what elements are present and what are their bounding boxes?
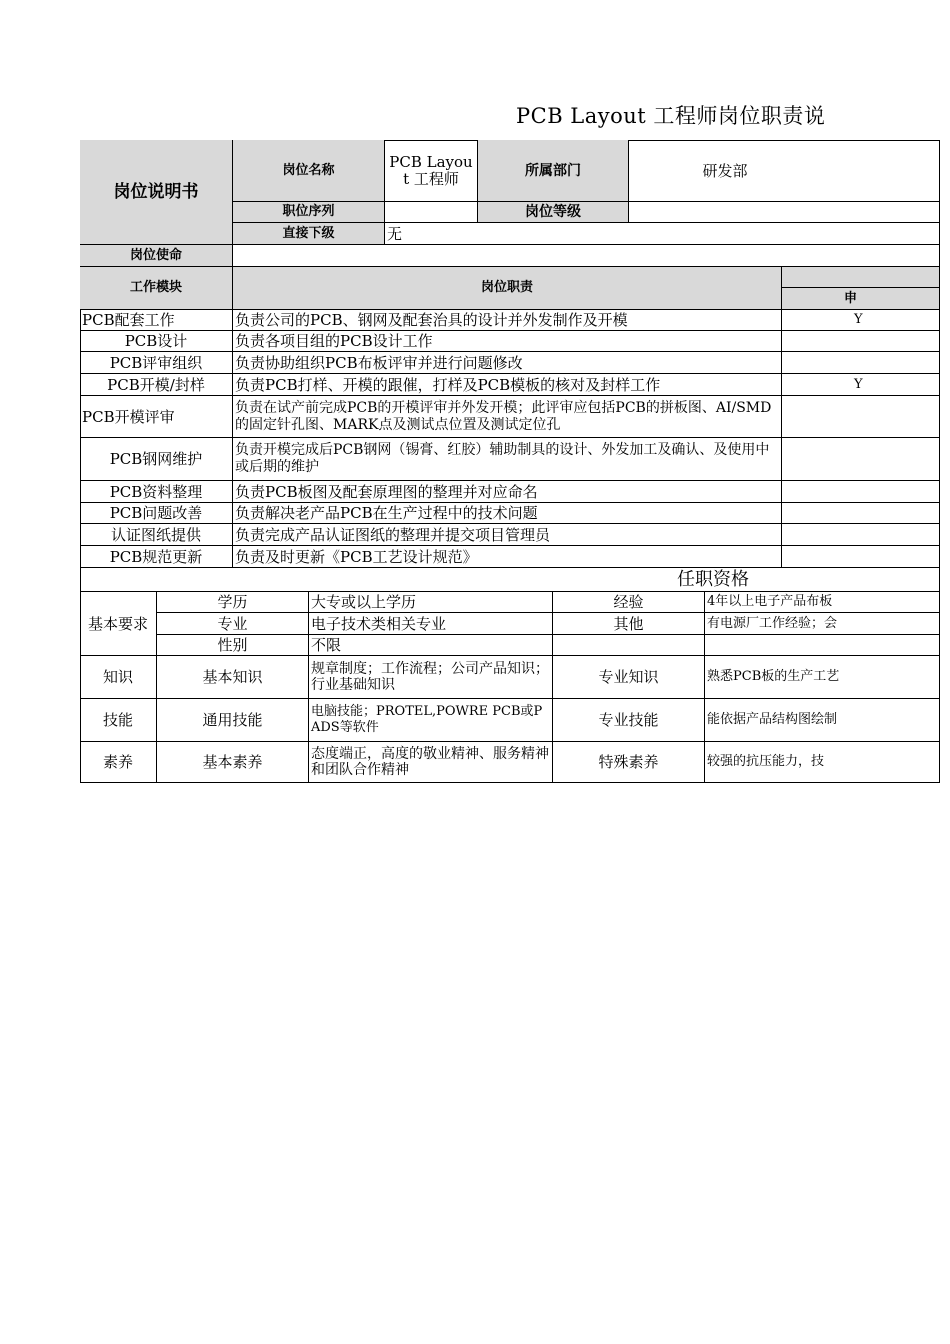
- subordinate-label: 直接下级: [233, 223, 385, 245]
- dept-label: 所属部门: [478, 140, 629, 202]
- major-label: 专业: [157, 613, 309, 635]
- duty-row-mark: [782, 524, 940, 546]
- duty-row-module: PCB资料整理: [80, 481, 233, 503]
- duty-row-mark: [782, 481, 940, 503]
- duty-row-module: PCB设计: [80, 331, 233, 352]
- duty-row-module: PCB开模/封样: [80, 374, 233, 396]
- right-header-top: [782, 267, 940, 288]
- empty-cell: [705, 635, 940, 656]
- duty-row-text: 负责完成产品认证图纸的整理并提交项目管理员: [233, 524, 782, 546]
- duty-row-text: 负责PCB板图及配套原理图的整理并对应命名: [233, 481, 782, 503]
- subordinate-value: 无: [385, 223, 940, 245]
- pro-knowledge-label: 专业知识: [553, 656, 705, 699]
- experience-label: 经验: [553, 592, 705, 613]
- basic-quality-value: 态度端正，高度的敬业精神、服务精神和团队合作精神: [309, 742, 553, 783]
- basic-quality-label: 基本素养: [157, 742, 309, 783]
- education-value: 大专或以上学历: [309, 592, 553, 613]
- seq-value: [385, 202, 478, 223]
- grade-label: 岗位等级: [478, 202, 629, 223]
- duty-row-text: 负责解决老产品PCB在生产过程中的技术问题: [233, 503, 782, 524]
- mission-value: [233, 245, 940, 267]
- post-name-label: 岗位名称: [233, 140, 385, 202]
- qualifications-title: 任职资格: [80, 568, 940, 592]
- experience-value: 4年以上电子产品布板: [705, 592, 940, 613]
- education-label: 学历: [157, 592, 309, 613]
- duty-row-mark: [782, 352, 940, 374]
- gender-label: 性别: [157, 635, 309, 656]
- right-sub-header: 申: [782, 288, 940, 310]
- post-name-value: PCB Layout 工程师: [385, 140, 478, 202]
- duty-row-mark: [782, 438, 940, 481]
- grade-value: [629, 202, 940, 223]
- general-skill-value: 电脑技能；PROTEL,POWRE PCB或PADS等软件: [309, 699, 553, 742]
- other-label: 其他: [553, 613, 705, 635]
- other-value: 有电源厂工作经验；会: [705, 613, 940, 635]
- module-header: 工作模块: [80, 267, 233, 310]
- duty-row-text: 负责公司的PCB、钢网及配套治具的设计并外发制作及开模: [233, 310, 782, 331]
- special-quality-value: 较强的抗压能力，技: [705, 742, 940, 783]
- special-quality-label: 特殊素养: [553, 742, 705, 783]
- gender-value: 不限: [309, 635, 553, 656]
- duty-row-text: 负责协助组织PCB布板评审并进行问题修改: [233, 352, 782, 374]
- duty-row-module: PCB开模评审: [80, 396, 233, 438]
- duty-row-mark: [782, 546, 940, 568]
- dept-value: 研发部: [629, 140, 940, 202]
- duty-row-mark: [782, 331, 940, 352]
- duty-row-module: PCB规范更新: [80, 546, 233, 568]
- duty-row-module: PCB问题改善: [80, 503, 233, 524]
- pro-skill-value: 能依据产品结构图绘制: [705, 699, 940, 742]
- duty-row-text: 负责开模完成后PCB钢网（锡膏、红胶）辅助制具的设计、外发加工及确认、及使用中或后期的维护: [233, 438, 782, 481]
- page-title: PCB Layout 工程师岗位职责说: [516, 104, 826, 128]
- duty-row-text: 负责各项目组的PCB设计工作: [233, 331, 782, 352]
- duty-row-mark: [782, 396, 940, 438]
- knowledge-label: 知识: [80, 656, 157, 699]
- duty-row-mark: Y: [782, 310, 940, 331]
- mission-label: 岗位使命: [80, 245, 233, 267]
- basic-label: 基本要求: [80, 592, 157, 656]
- basic-knowledge-label: 基本知识: [157, 656, 309, 699]
- quality-label: 素养: [80, 742, 157, 783]
- duty-header: 岗位职责: [233, 267, 782, 310]
- duty-row-module: 认证图纸提供: [80, 524, 233, 546]
- doc-label: 岗位说明书: [80, 140, 233, 245]
- pro-knowledge-value: 熟悉PCB板的生产工艺: [705, 656, 940, 699]
- duty-row-module: PCB评审组织: [80, 352, 233, 374]
- duty-row-module: PCB配套工作: [80, 310, 233, 331]
- skill-label: 技能: [80, 699, 157, 742]
- basic-knowledge-value: 规章制度；工作流程；公司产品知识；行业基础知识: [309, 656, 553, 699]
- duty-row-mark: Y: [782, 374, 940, 396]
- duty-row-text: 负责及时更新《PCB工艺设计规范》: [233, 546, 782, 568]
- seq-label: 职位序列: [233, 202, 385, 223]
- empty-cell: [553, 635, 705, 656]
- pro-skill-label: 专业技能: [553, 699, 705, 742]
- major-value: 电子技术类相关专业: [309, 613, 553, 635]
- duty-row-mark: [782, 503, 940, 524]
- duty-row-text: 负责PCB打样、开模的跟催，打样及PCB模板的核对及封样工作: [233, 374, 782, 396]
- duty-row-module: PCB钢网维护: [80, 438, 233, 481]
- general-skill-label: 通用技能: [157, 699, 309, 742]
- duty-row-text: 负责在试产前完成PCB的开模评审并外发开模；此评审应包括PCB的拼板图、AI/SMD的固定针孔图、MARK点及测试点位置及测试定位孔: [233, 396, 782, 438]
